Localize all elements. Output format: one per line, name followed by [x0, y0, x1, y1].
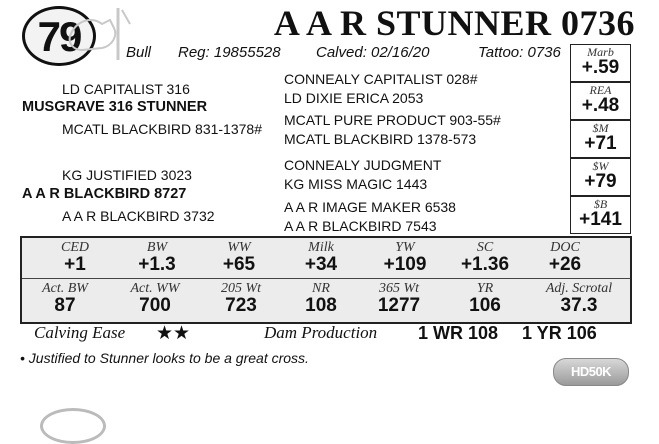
index-label: $M: [592, 121, 609, 135]
sex-label: Bull: [126, 44, 152, 61]
epd-label: 365 Wt: [378, 281, 420, 296]
comment-note: • Justified to Stunner looks to be a great cross.: [20, 350, 309, 366]
epd-label: BW: [146, 240, 168, 255]
epd-value: 700: [139, 295, 171, 316]
index-value: +.48: [581, 95, 620, 116]
index-value: +79: [584, 171, 617, 192]
index-label: REA: [589, 83, 612, 97]
lot-number: 79: [37, 13, 81, 60]
index-value: +.59: [581, 57, 620, 78]
dam-production-label: Dam Production: [264, 323, 378, 342]
adjusted-205-weight: [202, 281, 280, 316]
epd-label: Adj. Scrotal: [545, 281, 613, 296]
index-value: +141: [579, 209, 622, 230]
dam: A A R BLACKBIRD 8727: [22, 186, 187, 202]
dam-sire-dam: KG MISS MAGIC 1443: [284, 176, 428, 192]
epd-milk: [282, 240, 360, 275]
dam-dam: A A R BLACKBIRD 3732: [62, 208, 215, 224]
epd-value: 87: [54, 295, 76, 316]
calved-date: Calved: 02/16/20: [316, 44, 430, 61]
epd-value: +1: [64, 254, 86, 275]
epd-value: +109: [383, 254, 427, 275]
epd-value: +1.36: [460, 254, 510, 275]
epd-label: YR: [476, 281, 494, 296]
epd-value: +65: [222, 254, 256, 275]
sire-sire-sire: CONNEALY CAPITALIST 028#: [284, 71, 478, 87]
dam-sire-sire: CONNEALY JUDGMENT: [284, 157, 442, 173]
epd-value: 106: [469, 295, 501, 316]
index-label: $B: [593, 197, 608, 211]
epd-value: 37.3: [560, 295, 598, 316]
sire-dam: MCATL BLACKBIRD 831-1378#: [62, 121, 262, 137]
epd-value: 108: [305, 295, 337, 316]
epd-value: 723: [225, 295, 257, 316]
index-label: Marb: [587, 45, 614, 59]
epd-label: YW: [395, 240, 415, 255]
calving-ease-stars-icon: ★★: [156, 323, 191, 344]
calving-ease-label: Calving Ease: [34, 323, 126, 342]
epd-value: +26: [548, 254, 582, 275]
adjusted-scrotal: [530, 281, 628, 316]
ranch-logo-icon: [62, 6, 132, 62]
actual-ww: [116, 281, 194, 316]
hd50k-badge: HD50K: [553, 358, 629, 386]
actual-bw: [26, 281, 104, 316]
epd-sc: [446, 240, 524, 275]
epd-label: NR: [312, 281, 330, 296]
dam-production-yr: 1 YR 106: [522, 323, 597, 343]
yearling-ratio: [446, 281, 524, 316]
index-dollar-w: [570, 158, 631, 196]
epd-label: WW: [227, 240, 251, 255]
table-divider: [22, 278, 630, 279]
index-dollar-m: [570, 120, 631, 158]
index-marb: [570, 44, 631, 82]
sire-dam-dam: MCATL BLACKBIRD 1378-573: [284, 131, 477, 147]
epd-label: Act. WW: [130, 281, 180, 296]
sire: MUSGRAVE 316 STUNNER: [22, 99, 208, 115]
registration-number: Reg: 19855528: [178, 44, 281, 61]
epd-label: CED: [61, 240, 89, 255]
epd-value: +1.3: [138, 254, 176, 275]
epd-ww: [200, 240, 278, 275]
epd-label: SC: [476, 240, 494, 255]
epd-yw: [366, 240, 444, 275]
sire-sire: LD CAPITALIST 316: [62, 81, 190, 97]
production-row: [20, 322, 628, 346]
epd-ced: [36, 240, 114, 275]
epd-label: Milk: [308, 240, 334, 255]
adjusted-365-weight: [360, 281, 438, 316]
next-lot-badge-edge: [40, 408, 106, 444]
index-label: $W: [592, 159, 609, 173]
dam-dam-sire: A A R IMAGE MAKER 6538: [284, 199, 456, 215]
epd-label: DOC: [550, 240, 580, 255]
animal-name: A A R STUNNER 0736: [273, 3, 635, 43]
sire-dam-sire: MCATL PURE PRODUCT 903-55#: [284, 112, 501, 128]
index-rea: [570, 82, 631, 120]
epd-label: 205 Wt: [220, 281, 262, 296]
dam-production-wr: 1 WR 108: [418, 323, 499, 343]
nursing-ratio: [282, 281, 360, 316]
epd-bw: [118, 240, 196, 275]
epd-value: 1277: [377, 295, 421, 316]
dam-dam-dam: A A R BLACKBIRD 7543: [284, 218, 437, 234]
sire-sire-dam: LD DIXIE ERICA 2053: [284, 90, 424, 106]
epd-label: Act. BW: [42, 281, 88, 296]
epd-value: +34: [304, 254, 338, 275]
epd-doc: [526, 240, 604, 275]
index-dollar-b: [570, 196, 631, 234]
dam-sire: KG JUSTIFIED 3023: [62, 167, 192, 183]
index-value: +71: [584, 133, 617, 154]
tattoo: Tattoo: 0736: [478, 44, 561, 61]
epd-table: [20, 236, 632, 324]
